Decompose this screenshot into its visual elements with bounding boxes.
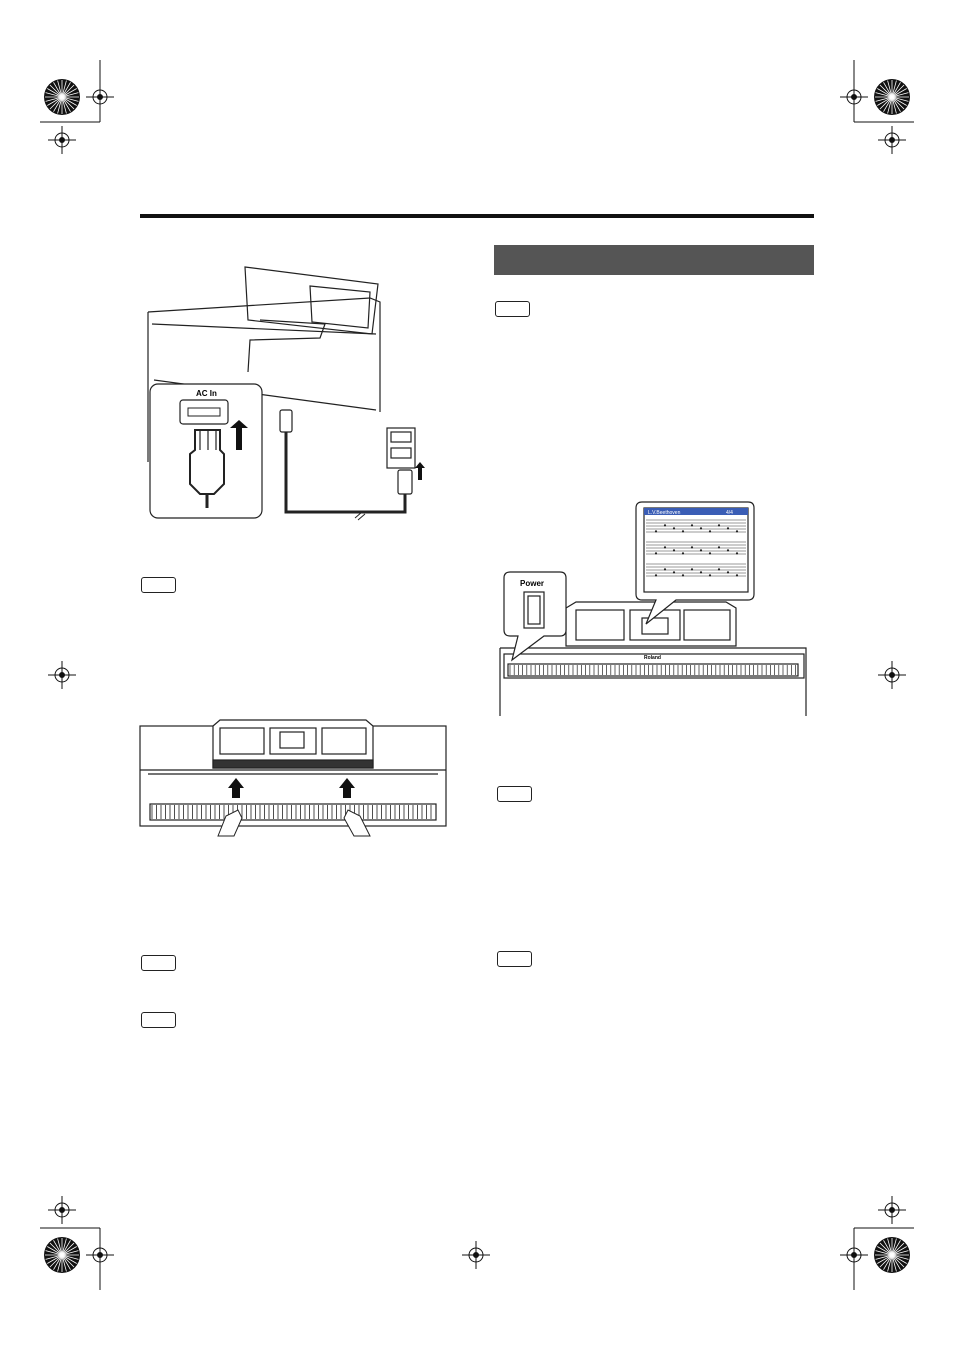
header-rule: [140, 214, 814, 218]
memo-box-5: [497, 951, 532, 967]
power-switch-illustration: [496, 498, 816, 718]
screen-tempo: 4/4: [726, 510, 733, 516]
power-cord-illustration: [140, 262, 440, 522]
section-heading-bar: [494, 245, 814, 275]
memo-box-6: [141, 1012, 176, 1028]
lid-opening-illustration: [138, 718, 448, 838]
screen-title: L.V.Beethoven: [648, 510, 681, 516]
power-label: Power: [520, 579, 545, 588]
memo-box-2: [141, 577, 176, 593]
memo-box-1: [495, 301, 530, 317]
memo-box-3: [497, 786, 532, 802]
ac-in-label: AC In: [196, 389, 217, 398]
brand-label: Roland: [644, 655, 661, 661]
memo-box-4: [141, 955, 176, 971]
